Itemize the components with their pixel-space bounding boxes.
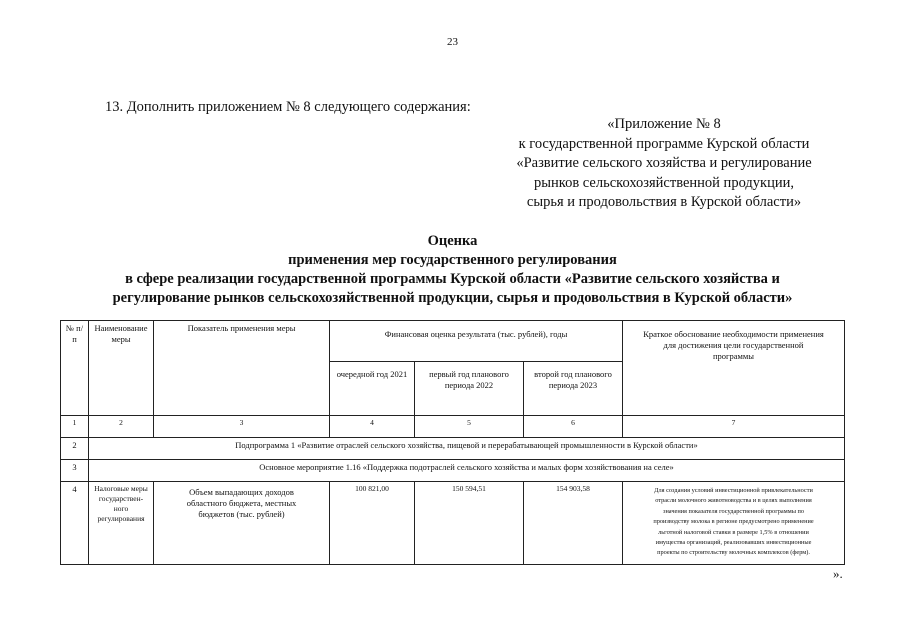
- subprogram-row: [61, 438, 845, 460]
- title-line: регулирование рынков сельскохозяйственной продукции, сырья и продовольствия в Курской области»: [112, 290, 793, 306]
- column-number: 4: [330, 416, 415, 438]
- header-financial: Финансовая оценка результата (тыс. рублей), годы: [330, 321, 623, 362]
- closing-quote: ».: [833, 566, 843, 581]
- measure-justification: [623, 482, 845, 565]
- justification-line: отрасли молочного животноводства и в целях выполнения: [655, 497, 812, 505]
- column-numbers-row: [61, 416, 845, 438]
- value-2021: 100 821,00: [330, 482, 415, 565]
- justification-line: производству молока в регионе предусмотрено применение: [653, 518, 814, 526]
- row-number: 2: [61, 438, 89, 460]
- appendix-line: «Развитие сельского хозяйства и регулирование: [516, 155, 812, 171]
- row-number: 3: [61, 460, 89, 482]
- header-measure-name: Наименование меры: [89, 321, 154, 416]
- value-2023: 154 903,58: [524, 482, 623, 565]
- appendix-line: рынков сельскохозяйственной продукции,: [534, 174, 794, 191]
- appendix-heading: [505, 115, 823, 213]
- header-year-2021: очередной год 2021: [330, 362, 415, 416]
- justification-line: Для создания условий инвестиционной привлекательности: [654, 487, 813, 494]
- column-number: 2: [89, 416, 154, 438]
- appendix-line: сырья и продовольствия в Курской области»: [526, 194, 802, 210]
- column-number: 5: [415, 416, 524, 438]
- justification-line: имущества организаций, реализовавших инвестиционные: [655, 539, 812, 547]
- page-number: 23: [447, 36, 458, 48]
- measure-row: [61, 482, 845, 565]
- header-justification: Краткое обоснование необходимости применения для достижения цели государственной программы: [623, 321, 845, 416]
- row-number: 4: [61, 482, 89, 565]
- column-number: 3: [154, 416, 330, 438]
- appendix-line: к государственной программе Курской области: [518, 135, 810, 152]
- justification-line: льготной налоговой ставки в размере 1,5% в отношении: [658, 528, 809, 536]
- header-year-2023: второй год планового периода 2023: [524, 362, 623, 416]
- header-year-2022: первый год планового периода 2022: [415, 362, 524, 416]
- main-activity-row: [61, 460, 845, 482]
- justification-line: значения показателя государственной программы по: [662, 507, 805, 515]
- column-number: 7: [623, 416, 845, 438]
- column-number: 1: [61, 416, 89, 438]
- title-line: Оценка: [427, 233, 478, 249]
- value-2022: 150 594,51: [415, 482, 524, 565]
- title-line: в сфере реализации государственной программы Курской области «Развитие сельского хозяйства и: [125, 271, 780, 287]
- justification-line: проекты по строительству молочных комплексов (ферм).: [657, 549, 810, 557]
- title-line: применения мер государственного регулирования: [288, 252, 617, 268]
- appendix-line: «Приложение № 8: [607, 116, 721, 132]
- document-title: [0, 232, 905, 308]
- header-num: № п/п: [61, 321, 89, 416]
- assessment-table: [60, 320, 845, 565]
- table-header-row: [61, 321, 845, 362]
- main-activity-title: Основное мероприятие 1.16 «Поддержка подотраслей сельского хозяйства и малых форм хозяйствования на селе»: [89, 460, 845, 482]
- measure-indicator: Объем выпадающих доходов областного бюджета, местных бюджетов (тыс. рублей): [154, 482, 330, 565]
- header-indicator: Показатель применения меры: [154, 321, 330, 416]
- amendment-intro: 13. Дополнить приложением № 8 следующего содержания:: [105, 99, 471, 115]
- subprogram-title: Подпрограмма 1 «Развитие отраслей сельского хозяйства, пищевой и перерабатывающей промышленности в Курской области»: [89, 438, 845, 460]
- measure-name: Налоговые меры государствен-ного регулирования: [89, 482, 154, 565]
- column-number: 6: [524, 416, 623, 438]
